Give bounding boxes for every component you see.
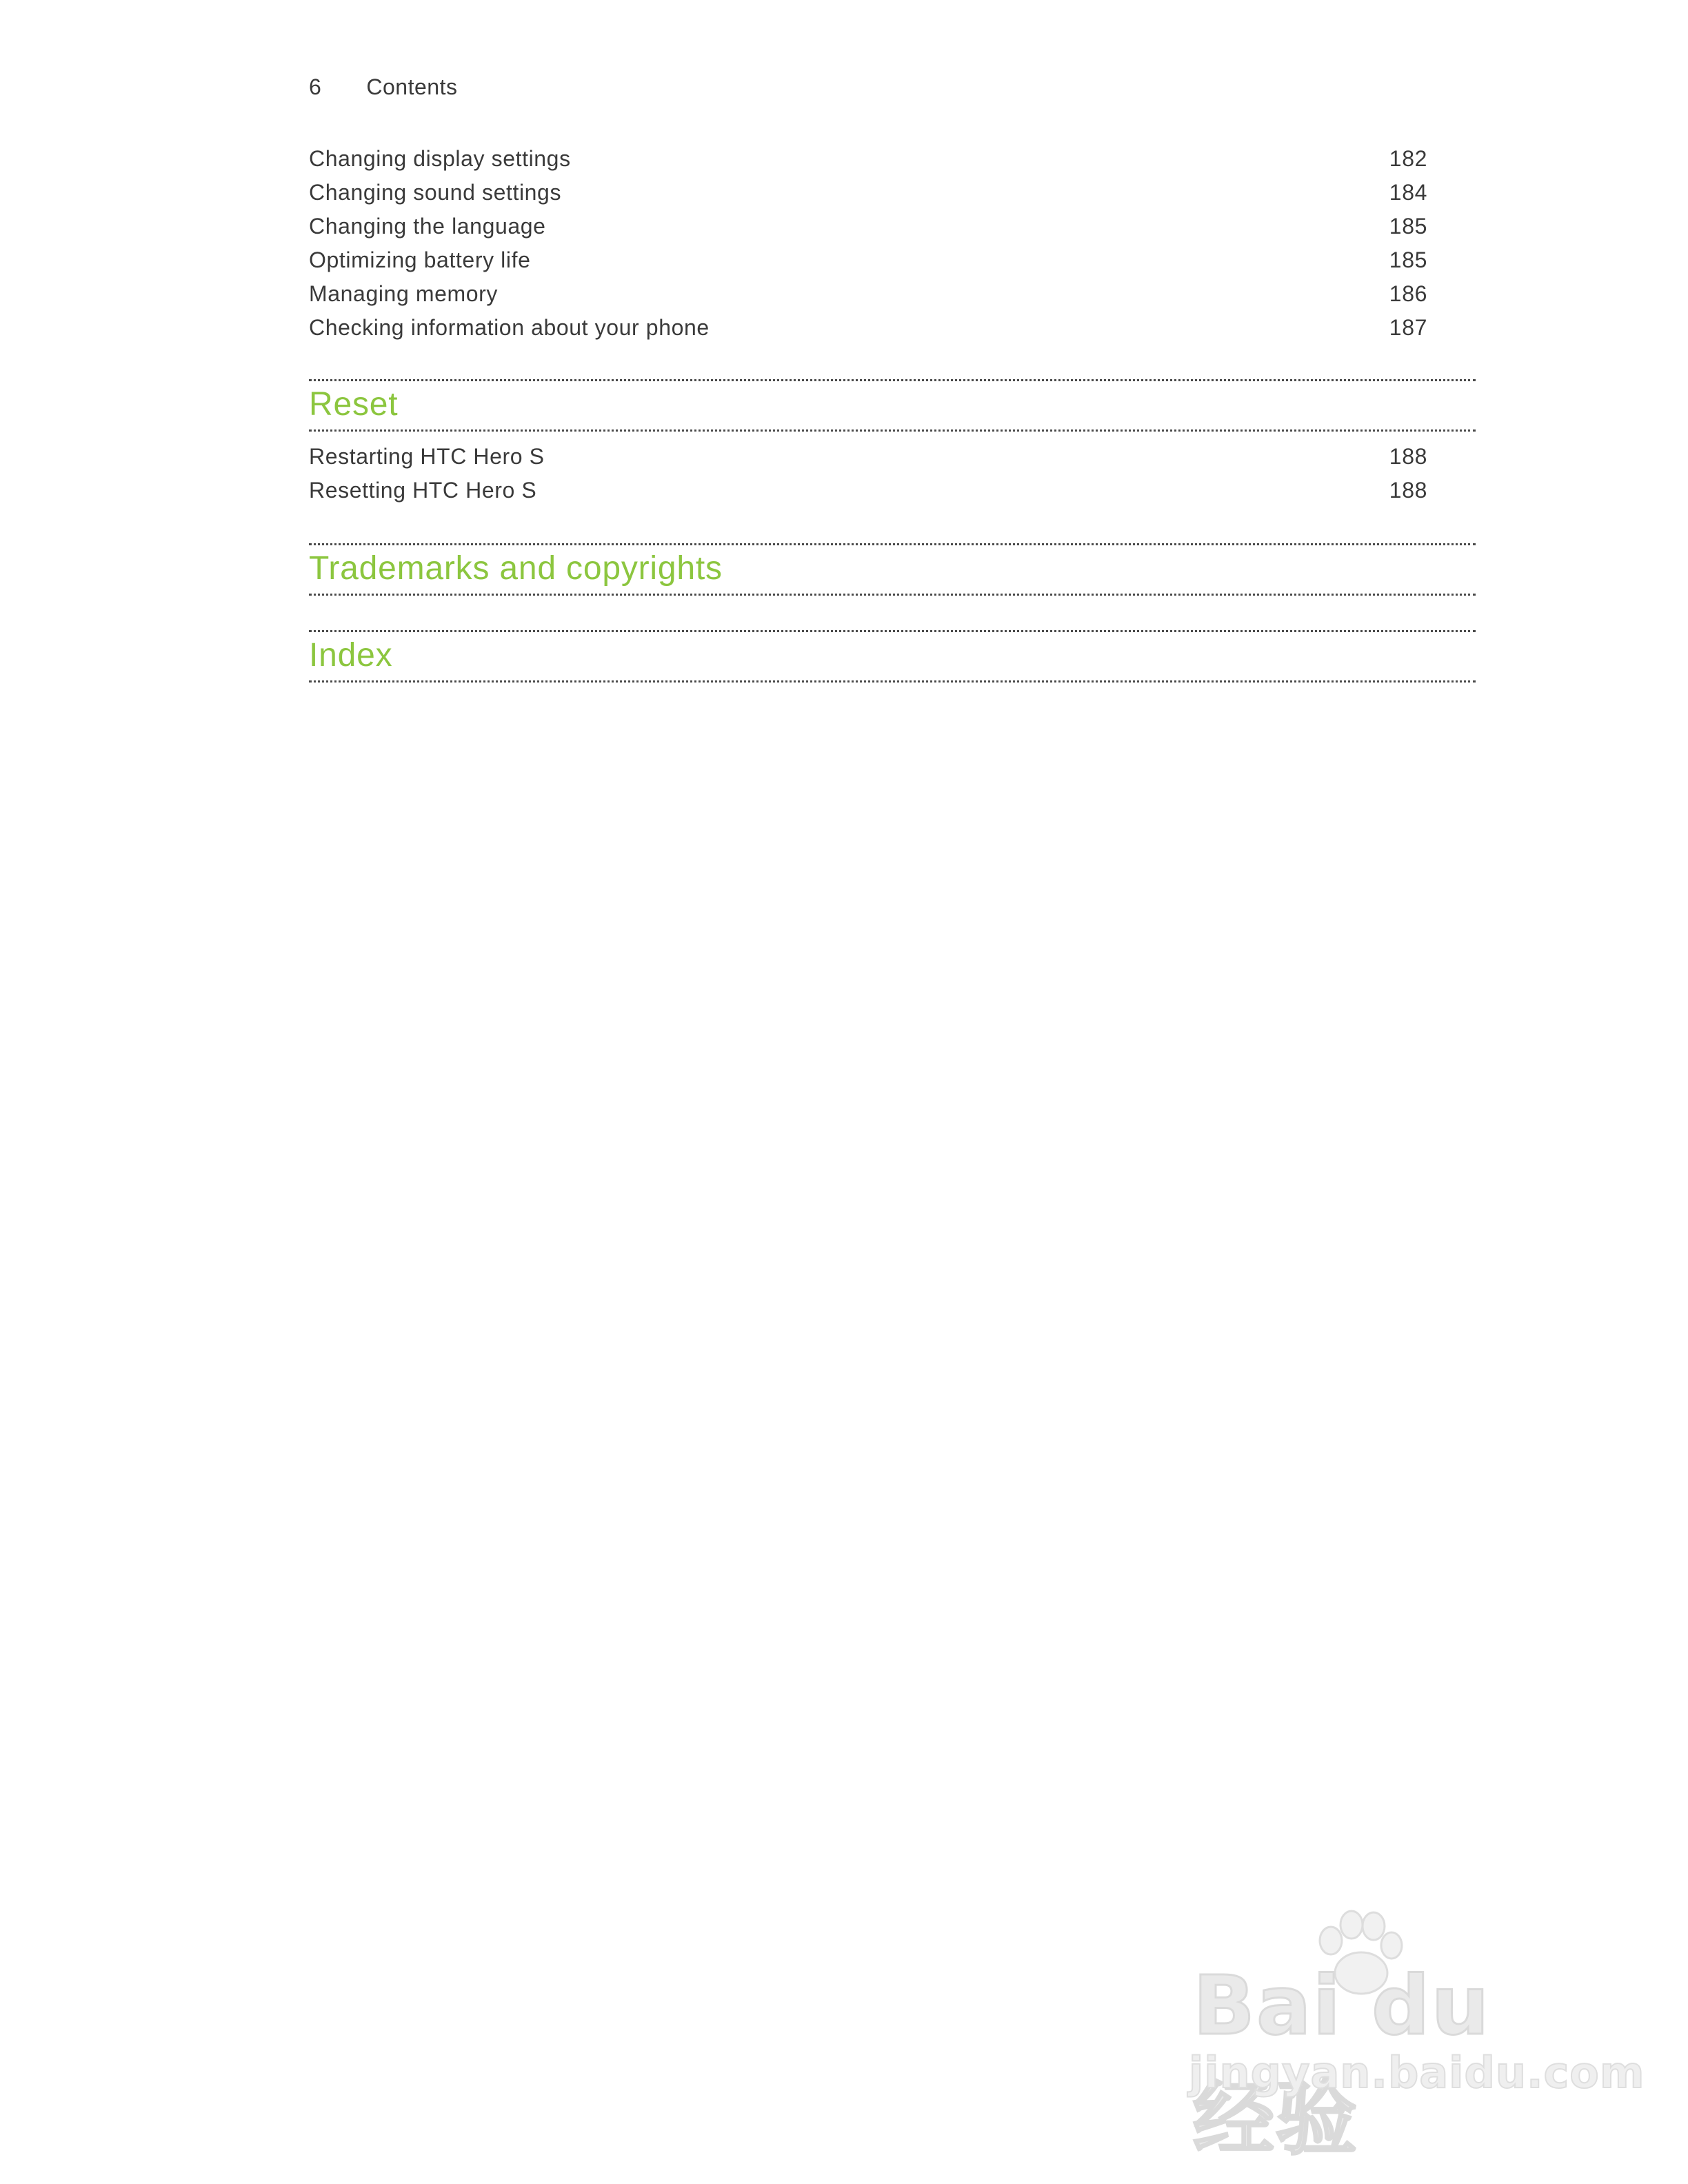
toc-entry[interactable]: [309, 243, 1427, 277]
header-section-title: Contents: [366, 74, 458, 99]
toc-entry-title: Managing memory: [309, 281, 498, 306]
toc-entry[interactable]: [309, 311, 1427, 345]
watermark-url: jingyan.baidu.com: [1189, 2048, 1645, 2098]
toc-entry-page: 182: [1389, 146, 1427, 171]
toc-entry-title: Changing sound settings: [309, 180, 562, 205]
baidu-watermark: [1179, 1910, 1645, 2166]
section-heading-index[interactable]: Index: [309, 637, 393, 674]
toc-entry[interactable]: [309, 277, 1427, 311]
page-number: 6: [309, 74, 322, 99]
toc-list-reset: [309, 440, 1427, 507]
toc-entry-page: 185: [1389, 247, 1427, 272]
toc-entry[interactable]: [309, 142, 1427, 176]
toc-entry-title: Checking information about your phone: [309, 315, 710, 340]
toc-entry-title: Resetting HTC Hero S: [309, 478, 537, 503]
toc-entry-title: Changing display settings: [309, 146, 571, 171]
section-heading-trademarks[interactable]: Trademarks and copyrights: [309, 550, 723, 587]
toc-entry-page: 184: [1389, 180, 1427, 205]
toc-entry[interactable]: [309, 440, 1427, 474]
toc-entry[interactable]: [309, 210, 1427, 243]
toc-entry-page: 188: [1389, 444, 1427, 469]
toc-entry-page: 186: [1389, 281, 1427, 306]
toc-entry-page: 185: [1389, 214, 1427, 239]
toc-entry[interactable]: [309, 176, 1427, 210]
toc-list-settings: [309, 142, 1427, 345]
section-trademarks: [309, 543, 1476, 596]
section-rule-bottom: [309, 680, 1476, 682]
running-header: [309, 74, 457, 100]
section-reset: [309, 379, 1476, 432]
toc-entry[interactable]: [309, 474, 1427, 507]
section-index: [309, 630, 1476, 682]
section-rule-bottom: [309, 429, 1476, 432]
toc-entry-title: Optimizing battery life: [309, 247, 531, 272]
section-heading-reset[interactable]: Reset: [309, 386, 399, 423]
watermark-brand: Bai du 经验: [1193, 1958, 1491, 2166]
toc-entry-page: 187: [1389, 315, 1427, 340]
toc-entry-title: Changing the language: [309, 214, 546, 239]
toc-entry-page: 188: [1389, 478, 1427, 503]
section-rule-bottom: [309, 594, 1476, 596]
toc-entry-title: Restarting HTC Hero S: [309, 444, 545, 469]
